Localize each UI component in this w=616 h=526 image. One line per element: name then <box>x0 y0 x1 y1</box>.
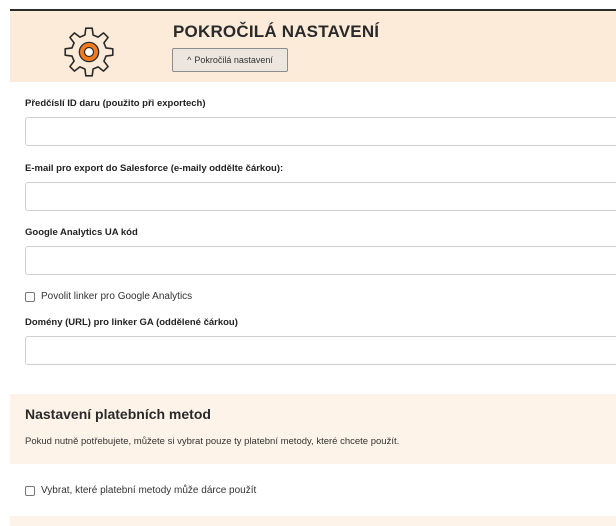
donation-id-prefix-input[interactable] <box>25 117 616 146</box>
gear-icon <box>62 25 116 79</box>
salesforce-email-label: E-mail pro export do Salesforce (e-maily oddělte čárkou): <box>25 163 284 174</box>
choose-payment-methods-checkbox[interactable] <box>25 486 35 496</box>
salesforce-email-input[interactable] <box>25 182 616 211</box>
choose-payment-methods-label: Vybrat, které platební metody může dárce použít <box>41 485 257 496</box>
donation-id-prefix-label: Předčíslí ID daru (použito při exportech) <box>25 98 206 109</box>
chevron-up-icon: ^ <box>187 54 192 65</box>
payment-methods-description: Pokud nutně potřebujete, můžete si vybrat pouze ty platební metody, které chcete použít. <box>25 436 400 447</box>
toggle-button-label: Pokročilá nastavení <box>194 55 273 65</box>
choose-payment-methods-row[interactable] <box>25 485 256 496</box>
advanced-settings-header <box>10 11 616 82</box>
advanced-settings-toggle-button[interactable] <box>172 48 288 72</box>
ga-linker-domains-input[interactable] <box>25 336 616 365</box>
payment-methods-title: Nastavení platebních metod <box>25 406 211 422</box>
ga-linker-domains-label: Domény (URL) pro linker GA (oddělené čárkou) <box>25 317 238 328</box>
ga-linker-checkbox[interactable] <box>25 292 35 302</box>
ga-linker-checkbox-label: Povolit linker pro Google Analytics <box>41 291 193 302</box>
page-title: POKROČILÁ NASTAVENÍ <box>173 22 380 41</box>
payment-methods-section <box>10 394 616 464</box>
ga-ua-code-label: Google Analytics UA kód <box>25 227 138 238</box>
ga-linker-checkbox-row[interactable] <box>25 291 192 302</box>
next-section-strip <box>10 516 616 526</box>
ga-ua-code-input[interactable] <box>25 246 616 275</box>
